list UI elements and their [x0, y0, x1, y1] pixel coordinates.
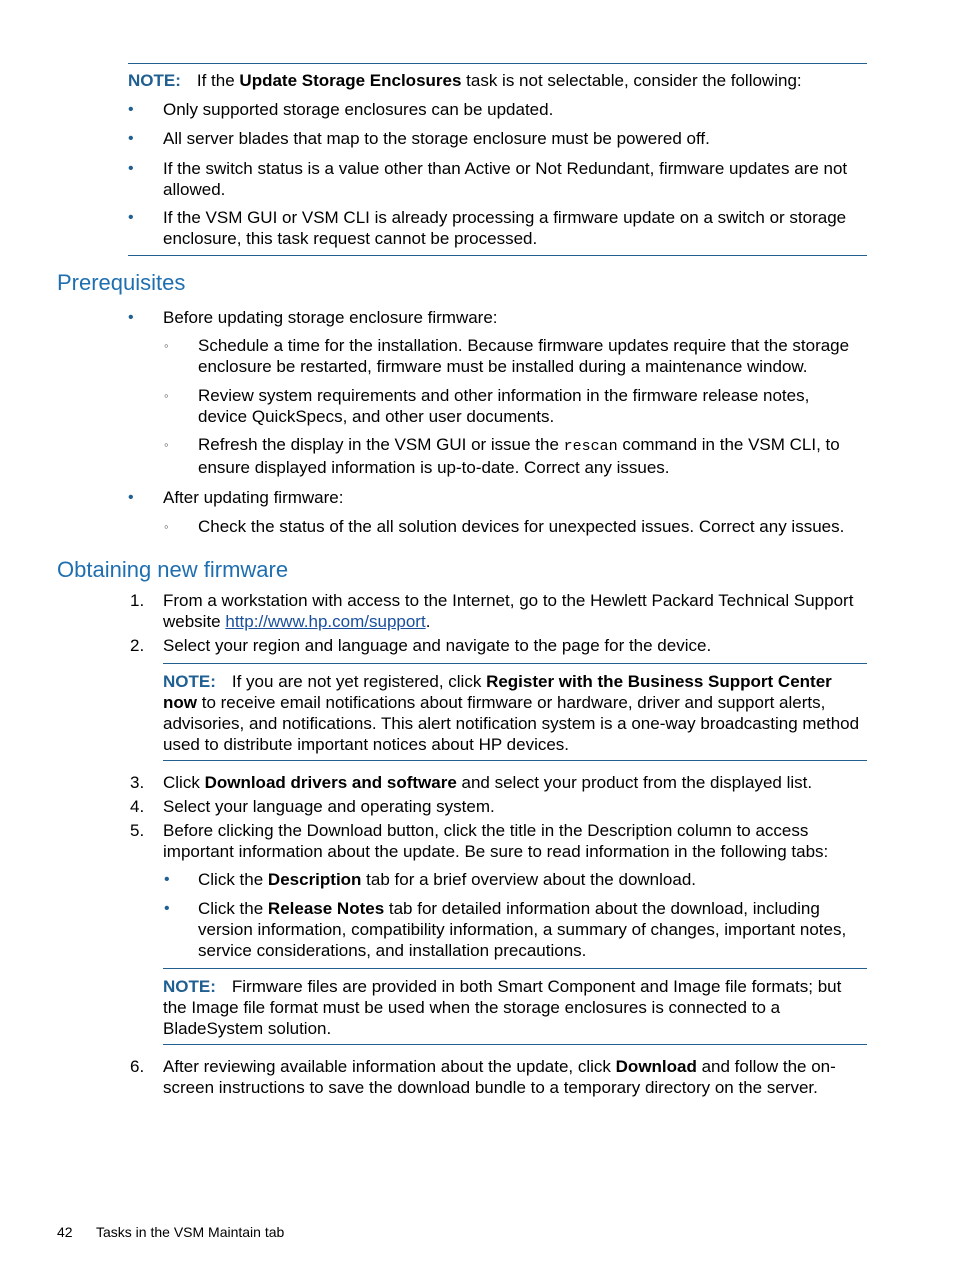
note1-item: Only supported storage enclosures can be updated. [163, 100, 554, 119]
sub-bullet-icon: ◦ [164, 437, 169, 452]
step-number: 2. [130, 636, 145, 655]
sub-bullet-icon: ◦ [164, 519, 169, 534]
step-5-description-tab: Click the Description tab for a brief overview about the download. [198, 870, 696, 889]
note1-item: If the switch status is a value other than Active or Not Redundant, firmware updates are not allowed. [163, 159, 848, 199]
bullet-icon: • [128, 130, 134, 147]
bullet-icon: • [128, 489, 134, 506]
bullet-icon: • [164, 900, 170, 917]
note1-item: If the VSM GUI or VSM CLI is already processing a firmware update on a switch or storage enclosure, this task request cannot be processed. [163, 208, 847, 248]
note-label: NOTE: [163, 672, 216, 691]
step-number: 4. [130, 797, 145, 816]
page-number: 42 [57, 1224, 73, 1240]
step-3: Click Download drivers and software and select your product from the displayed list. [163, 773, 813, 792]
note-intro: NOTE: If the Update Storage Enclosures task is not selectable, consider the following: [128, 71, 802, 90]
step-number: 1. [130, 591, 145, 610]
step-2: Select your region and language and navigate to the page for the device. [163, 636, 712, 655]
step-4: Select your language and operating system. [163, 797, 495, 816]
obtaining-firmware-heading: Obtaining new firmware [57, 557, 289, 582]
note-firmware-formats-text: NOTE: Firmware files are provided in both Smart Component and Image file formats; but the Image file format must be used when the storage enclosures is connected to a BladeSystem solution. [163, 977, 842, 1038]
bullet-icon: • [164, 871, 170, 888]
prereq-before-item: Refresh the display in the VSM GUI or issue the rescan command in the VSM CLI, to ensure displayed information is up-to-date. Correct any issues. [198, 435, 840, 477]
step-number: 3. [130, 773, 145, 792]
note-label: NOTE: [128, 71, 181, 90]
prerequisites-heading: Prerequisites [57, 270, 186, 295]
note-label: NOTE: [163, 977, 216, 996]
prereq-before-item: Review system requirements and other information in the firmware release notes, device QuickSpecs, and other user documents. [198, 386, 810, 426]
prereq-before-label: Before updating storage enclosure firmware: [163, 308, 498, 327]
step-6: After reviewing available information about the update, click Download and follow the on-screen instructions to save the download bundle to a temporary directory on the server. [163, 1057, 836, 1097]
prereq-after-label: After updating firmware: [163, 488, 344, 507]
bullet-icon: • [128, 209, 134, 226]
rescan-command: rescan [563, 438, 618, 455]
bullet-icon: • [128, 160, 134, 177]
hp-support-link[interactable]: http://www.hp.com/support [225, 612, 426, 631]
bullet-icon: • [128, 309, 134, 326]
step-number: 6. [130, 1057, 145, 1076]
step-1: From a workstation with access to the Internet, go to the Hewlett Packard Technical Support website http://www.hp.com/support. [163, 591, 854, 631]
sub-bullet-icon: ◦ [164, 388, 169, 403]
footer-section-title: Tasks in the VSM Maintain tab [96, 1224, 285, 1240]
step-5-release-notes-tab: Click the Release Notes tab for detailed information about the download, including version information, compatibility information, a summary of changes, important notes, service considerations, and installation precautions. [198, 899, 847, 960]
step-5: Before clicking the Download button, click the title in the Description column to access important information about the update. Be sure to read information in the following tabs: [163, 821, 829, 861]
bullet-icon: • [128, 101, 134, 118]
prereq-before-item: Schedule a time for the installation. Because firmware updates require that the storage enclosure be restarted, firmware must be installed during a maintenance window. [198, 336, 850, 376]
note1-item: All server blades that map to the storage enclosure must be powered off. [163, 129, 710, 148]
step-number: 5. [130, 821, 145, 840]
note-register-text: NOTE: If you are not yet registered, click Register with the Business Support Center now to receive email notifications about firmware or hardware, driver and support alerts, advisories, and notifications. This alert notification system is a one-way broadcasting method used to distribute important notices about HP devices. [163, 672, 860, 754]
sub-bullet-icon: ◦ [164, 338, 169, 353]
prereq-after-item: Check the status of the all solution devices for unexpected issues. Correct any issues. [198, 517, 845, 536]
